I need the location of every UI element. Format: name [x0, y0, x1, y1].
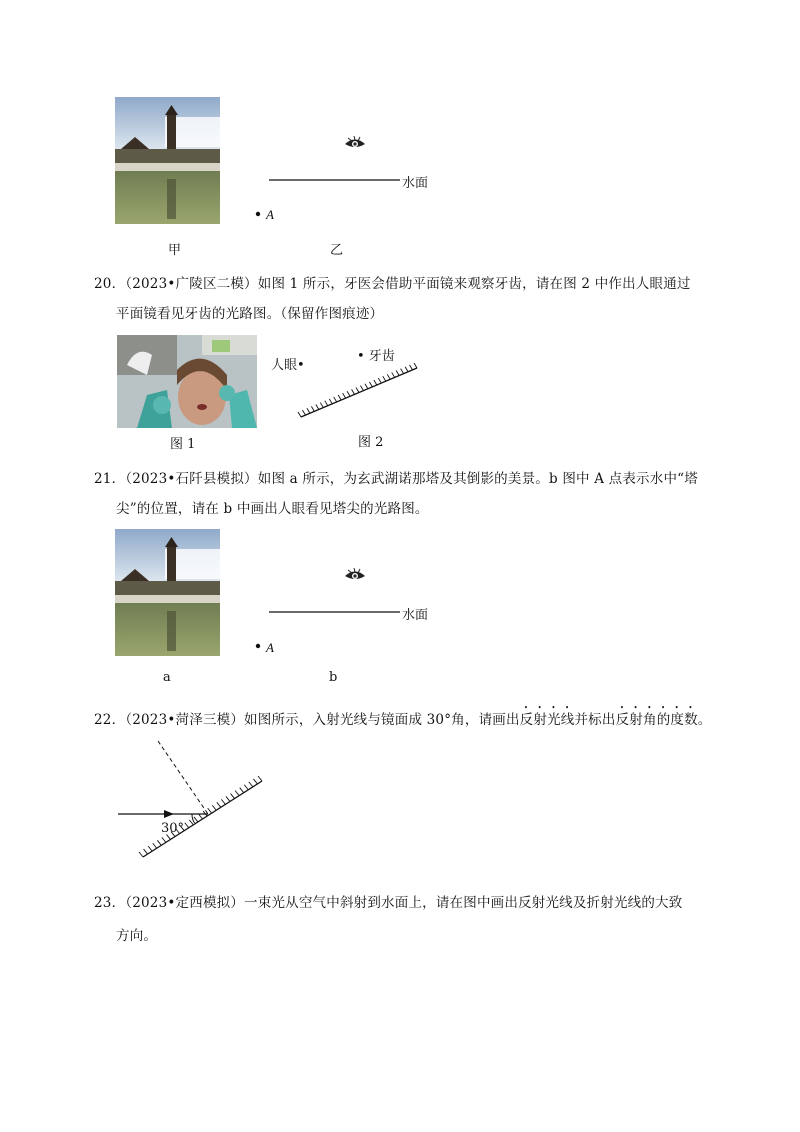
mirror-hatch-mark [396, 371, 399, 376]
mirror-hatch-mark [320, 403, 323, 408]
mirror-hatch-mark [153, 843, 157, 848]
q20-line1: 20．（2023•广陵区二模）如图 1 所示，牙医会借助平面镜来观察牙齿，请在图 2 中作出人眼通过 [94, 276, 691, 292]
q20-line2: 平面镜看见牙齿的光路图。（保留作图痕迹） [116, 306, 384, 322]
mirror-hatch-mark [352, 389, 355, 394]
mirror-hatch-mark [221, 799, 225, 804]
pagoda-photo-top [115, 97, 220, 224]
eye-label: 人眼• [271, 358, 305, 373]
mirror-hatch-mark [226, 796, 230, 801]
mirror-hatch-mark [369, 382, 372, 387]
point-a-dot [256, 644, 260, 648]
mirror-hatch-mark [329, 399, 332, 404]
figure-2-mirror [295, 362, 425, 422]
q23-line1: 23．（2023•定西模拟）一束光从空气中斜射到水面上，请在图中画出反射光线及折射光线的大致 [94, 895, 683, 911]
mirror-hatch-mark [199, 814, 203, 819]
mirror-hatch-mark [307, 408, 310, 413]
mirror-hatch-mark [325, 401, 328, 406]
mirror-hatch-mark [343, 393, 346, 398]
mirror-hatch-mark [338, 395, 341, 400]
mirror-hatch-mark [311, 406, 314, 411]
mirror-hatch-mark [374, 380, 377, 385]
caption-a: a [163, 670, 171, 685]
mirror-hatch-mark [235, 791, 239, 796]
eye-icon [345, 568, 365, 579]
mirror-hatch-mark [208, 808, 212, 813]
q22-number: 22． [94, 712, 126, 728]
mirror-hatch-mark [378, 378, 381, 383]
point-a-label-top: A [266, 207, 274, 222]
caption-jia: 甲 [168, 243, 182, 258]
mirror-hatch-mark [162, 837, 166, 842]
point-a-dot [256, 212, 260, 216]
mirror-hatch-mark [253, 779, 257, 784]
mirror-hatch-mark [387, 374, 390, 379]
mirror-hatch-mark [405, 367, 408, 372]
mirror-hatch-mark [258, 776, 262, 781]
mirror-hatch-mark [240, 788, 244, 793]
mirror-hatch-mark [392, 372, 395, 377]
mirror-hatch-mark [334, 397, 337, 402]
mirror-hatch-mark [194, 817, 198, 822]
q23-line2: 方向。 [116, 928, 158, 944]
q23-number: 23． [94, 895, 126, 911]
figure-q22 [110, 735, 280, 870]
mirror-hatch-mark [185, 823, 189, 828]
mirror-hatch-mark [302, 410, 305, 415]
mirror-hatch-mark [401, 369, 404, 374]
mirror-hatch-mark [356, 388, 359, 393]
q22-line1: 22．（2023•菏泽三模）如图所示，入射光线与镜面成 30°角，请画出反射光线并标出反射角的度数。 [94, 712, 712, 728]
mirror-hatch-mark [231, 794, 235, 799]
mirror-hatch-mark [157, 840, 161, 845]
normal-dashed-line [158, 741, 208, 814]
mirror-hatch-mark [244, 785, 248, 790]
tooth-label: • 牙齿 [357, 349, 395, 364]
caption-b: b [329, 670, 338, 685]
pagoda-photo-a [115, 529, 220, 656]
mirror-hatch-mark [383, 376, 386, 381]
mirror-hatch-mark [316, 404, 319, 409]
point-a-label-q21: A [266, 640, 274, 655]
q21-line1: 21．（2023•石阡县模拟）如图 a 所示，为玄武湖诺那塔及其倒影的美景。b 图中 A 点表示水中“塔 [94, 471, 698, 487]
mirror-hatch-mark [414, 363, 417, 368]
angle-label-30: 30° [161, 821, 185, 836]
eye-icon [345, 136, 365, 147]
q21-number: 21． [94, 471, 126, 487]
caption-fig1: 图 1 [170, 437, 196, 452]
mirror-hatch-mark [139, 852, 143, 857]
mirror-hatch-mark [360, 386, 363, 391]
water-label-q21: 水面 [402, 608, 429, 623]
dentist-photo [117, 335, 257, 428]
mirror-hatch-mark [249, 782, 253, 787]
caption-yi: 乙 [330, 243, 344, 258]
mirror-hatch-mark [410, 365, 413, 370]
mirror-hatch-mark [148, 846, 152, 851]
mirror-hatch-mark [217, 802, 221, 807]
q21-line2: 尖”的位置，请在 b 中画出人眼看见塔尖的光路图。 [116, 501, 429, 517]
mirror-hatch-mark [144, 849, 148, 854]
water-label-top: 水面 [402, 176, 429, 191]
q20-number: 20． [94, 276, 126, 292]
mirror-hatch-mark [365, 384, 368, 389]
mirror-hatch-mark [347, 391, 350, 396]
caption-fig2: 图 2 [358, 435, 384, 450]
mirror-hatch-mark [212, 805, 216, 810]
angle-arc [192, 814, 195, 823]
arrow-head [164, 810, 174, 818]
mirror-hatch-mark [298, 412, 301, 417]
